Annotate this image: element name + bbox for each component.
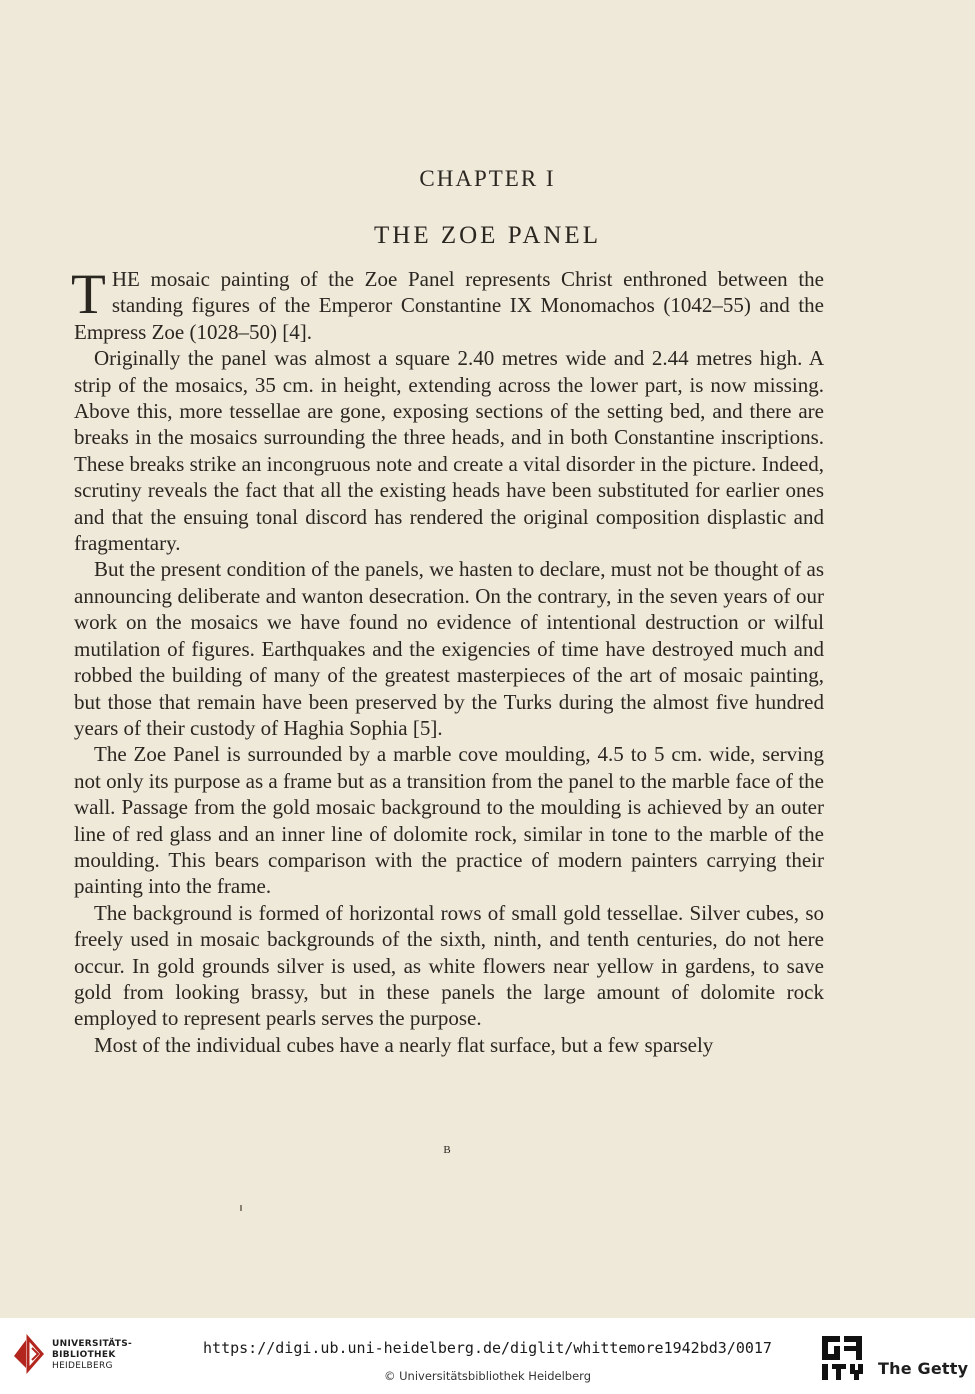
body-text: [71, 263, 824, 1058]
signature-mark: B: [443, 1144, 452, 1156]
paragraph: But the present condition of the panels, we hasten to declare, must not be thought of as announcing deliberate and wanton desecration. On the contrary, in the seven years of our work on the mosaics we have found no evidence of intentional destruction or wilful mutilation of figures. Earthquakes and the exigencies of time have destroyed much and robbed the building of many of the greatest masterpieces of the art of mosaic painting, but those that remain have been preserved by the Turks during the almost five hundred years of their custody of Haghia Sophia [5].: [74, 557, 824, 740]
paragraph: The background is formed of horizontal rows of small gold tessellae. Silver cubes, so freely used in mosaic backgrounds of the sixth, ninth, and tenth centuries, do not here occur. In gold grounds silver is used, as white flowers near yellow in gardens, to save gold from looking brassy, but in these panels the large amount of dolomite rock employed to represent pearls serves the purpose.: [74, 900, 824, 1031]
ink-speck: [240, 1205, 242, 1211]
library-name-line: BIBLIOTHEK: [52, 1350, 116, 1360]
copyright-notice: © Universitätsbibliothek Heidelberg: [383, 1369, 591, 1383]
chapter-label: CHAPTER I: [419, 166, 556, 191]
drop-cap: T: [71, 263, 106, 326]
getty-name: The Getty: [878, 1359, 969, 1378]
library-name-line: UNIVERSITÄTS-: [52, 1339, 133, 1349]
getty-logo-icon: [820, 1334, 864, 1382]
library-name-line: HEIDELBERG: [52, 1361, 113, 1371]
paragraph: [71, 263, 824, 345]
chapter-title: THE ZOE PANEL: [374, 222, 601, 249]
permalink-url[interactable]: https://digi.ub.uni-heidelberg.de/diglit/whittemore1942bd3/0017: [203, 1339, 772, 1357]
paragraph: Most of the individual cubes have a nearly flat surface, but a few sparsely: [94, 1032, 714, 1057]
paragraph: The Zoe Panel is surrounded by a marble cove moulding, 4.5 to 5 cm. wide, serving not only its purpose as a frame but as a transition from the panel to the marble face of the wall. Passage from the gold mosaic background to the moulding is achieved by an outer line of red glass and an inner line of dolomite rock, similar in tone to the marble of the moulding. This bears comparison with the practice of modern painters carrying their painting into the frame.: [74, 742, 824, 899]
paragraph-text: HE mosaic painting of the Zoe Panel represents Christ enthroned between the standing figures of the Emperor Constantine IX Monomachos (1042–55) and the Empress Zoe (1028–50) [4].: [74, 267, 824, 344]
paragraph: Originally the panel was almost a square 2.40 metres wide and 2.44 metres high. A strip of the mosaics, 35 cm. in height, extending across the lower part, is now missing. Above this, more tessellae are gone, exposing sections of the setting bed, and there are breaks in the mosaics surrounding the three heads, and in both Constantine inscriptions. These breaks strike an incongruous note and create a vital disorder in the picture. Indeed, scrutiny reveals the fact that all the existing heads have been substituted for earlier ones and that the ensuing tonal discord has rendered the original composition displastic and fragmentary.: [74, 346, 824, 556]
footer-bar: [0, 1318, 975, 1394]
